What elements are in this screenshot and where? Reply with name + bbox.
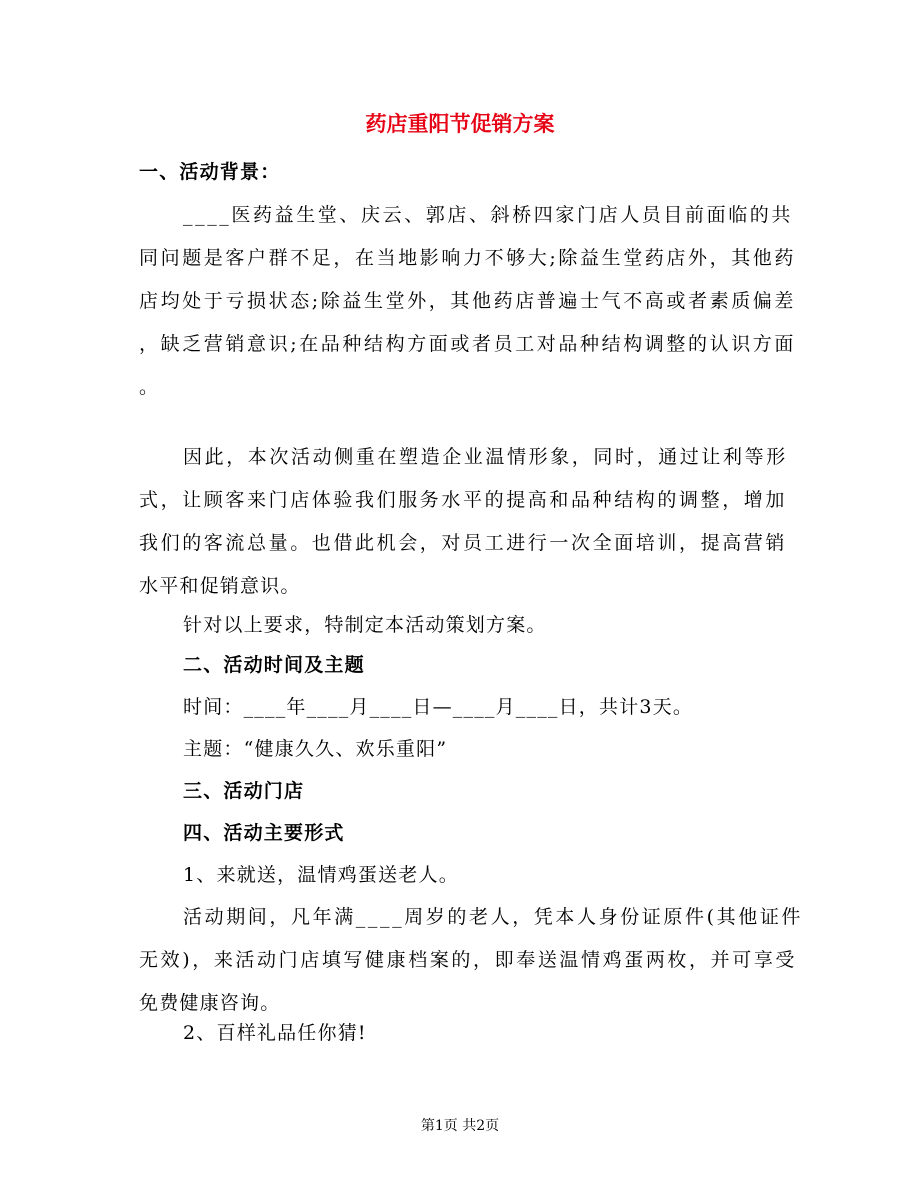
paragraph-line: 水平和促销意识。 bbox=[139, 575, 301, 597]
section-heading-time: 二、活动时间及主题 bbox=[183, 654, 365, 676]
paragraph-line: ，缺乏营销意识;在品种结构方面或者员工对品种结构调整的认识方面 bbox=[139, 333, 797, 355]
paragraph-line: 式，让顾客来门店体验我们服务水平的提高和品种结构的调整，增加 bbox=[139, 489, 788, 511]
section-heading-forms: 四、活动主要形式 bbox=[183, 822, 345, 844]
theme-line: 主题：“健康久久、欢乐重阳” bbox=[183, 738, 448, 760]
page-footer: 第1页 共2页 bbox=[420, 1118, 500, 1134]
paragraph-line: 无效)，来活动门店填写健康档案的，即奉送温情鸡蛋两枚，并可享受 bbox=[139, 949, 798, 971]
paragraph-line: 同问题是客户群不足，在当地影响力不够大;除益生堂药店外，其他药 bbox=[139, 247, 797, 269]
paragraph-line: 因此，本次活动侧重在塑造企业温情形象，同时，通过让利等形 bbox=[183, 446, 788, 468]
section-heading-background: 一、活动背景： bbox=[139, 161, 281, 183]
section-heading-stores: 三、活动门店 bbox=[183, 780, 305, 802]
paragraph-line: 针对以上要求，特制定本活动策划方案。 bbox=[183, 614, 547, 636]
paragraph-line: 我们的客流总量。也借此机会，对员工进行一次全面培训，提高营销 bbox=[139, 532, 788, 554]
paragraph-line: 店均处于亏损状态;除益生堂外，其他药店普遍士气不高或者素质偏差 bbox=[139, 290, 797, 312]
paragraph-line: 。 bbox=[139, 376, 160, 398]
document-title: 药店重阳节促销方案 bbox=[365, 111, 555, 136]
paragraph-line: 活动期间，凡年满____周岁的老人，凭本人身份证原件(其他证件 bbox=[183, 906, 804, 928]
paragraph-line: 免费健康咨询。 bbox=[139, 992, 281, 1014]
time-line: 时间：____年____月____日—____月____日，共计3天。 bbox=[183, 696, 694, 718]
form-item-title: 1、来就送，温情鸡蛋送老人。 bbox=[183, 864, 459, 886]
form-item-title: 2、百样礼品任你猜! bbox=[183, 1022, 367, 1044]
paragraph-line: ____医药益生堂、庆云、郭店、斜桥四家门店人员目前面临的共 bbox=[183, 204, 794, 226]
